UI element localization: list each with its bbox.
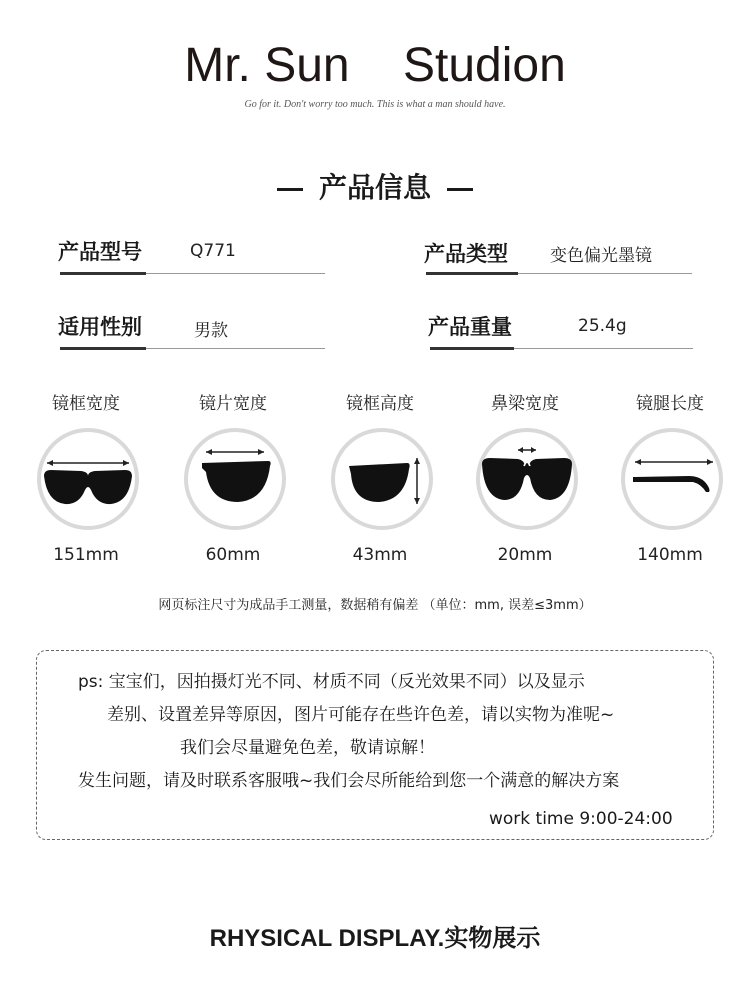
frame-height-icon [331, 428, 433, 530]
dim-label-lens-width: 镜片宽度 [199, 394, 267, 414]
brand-tagline: Go for it. Don't worry too much. This is what a man should have. [244, 99, 506, 110]
frame-width-icon [37, 428, 139, 530]
dim-label-frame-width: 镜框宽度 [52, 394, 120, 414]
title-dash-left [277, 188, 303, 191]
section-title [0, 166, 750, 206]
measurement-note: 网页标注尺寸为成品手工测量，数据稍有偏差 （单位：mm, 误差≤3mm） [158, 598, 592, 613]
dim-label-bridge-width: 鼻梁宽度 [491, 394, 559, 414]
work-time: work time 9:00-24:00 [489, 809, 673, 829]
spec-label-gender: 适用性别 [58, 315, 142, 339]
notice-line-1: ps: 宝宝们，因拍摄灯光不同、材质不同（反光效果不同）以及显示 [78, 672, 585, 692]
section-title-text: 产品信息 [318, 171, 431, 204]
notice-line-4: 发生问题，请及时联系客服哦~我们会尽所能给到您一个满意的解决方案 [78, 771, 620, 791]
spec-underline-weight [430, 348, 693, 349]
dim-label-temple-length: 镜腿长度 [636, 394, 704, 414]
dim-value-frame-height: 43mm [352, 545, 408, 565]
lens-width-icon [184, 428, 286, 530]
physical-display-title: RHYSICAL DISPLAY.实物展示 [209, 925, 541, 952]
dim-value-temple-length: 140mm [637, 545, 703, 565]
dim-value-lens-width: 60mm [205, 545, 261, 565]
spec-underline-type [426, 273, 692, 274]
spec-label-model: 产品型号 [58, 240, 142, 264]
spec-value-weight: 25.4g [578, 316, 627, 336]
spec-value-gender: 男款 [194, 321, 228, 341]
spec-label-type: 产品类型 [424, 242, 508, 266]
spec-value-model: Q771 [190, 241, 236, 261]
notice-line-2: 差别、设置差异等原因，图片可能存在些许色差，请以实物为准呢~ [107, 705, 615, 725]
bridge-width-icon [476, 428, 578, 530]
brand-title: Mr. Sun Studion [184, 39, 566, 92]
spec-underline-model [60, 273, 325, 274]
temple-length-icon [621, 428, 723, 530]
dim-value-frame-width: 151mm [53, 545, 119, 565]
spec-underline-gender [60, 348, 325, 349]
dim-value-bridge-width: 20mm [497, 545, 553, 565]
notice-line-3: 我们会尽量避免色差，敬请谅解！ [180, 738, 435, 758]
dim-label-frame-height: 镜框高度 [346, 394, 414, 414]
title-dash-right [447, 188, 473, 191]
spec-label-weight: 产品重量 [428, 315, 512, 339]
spec-value-type: 变色偏光墨镜 [550, 246, 652, 266]
